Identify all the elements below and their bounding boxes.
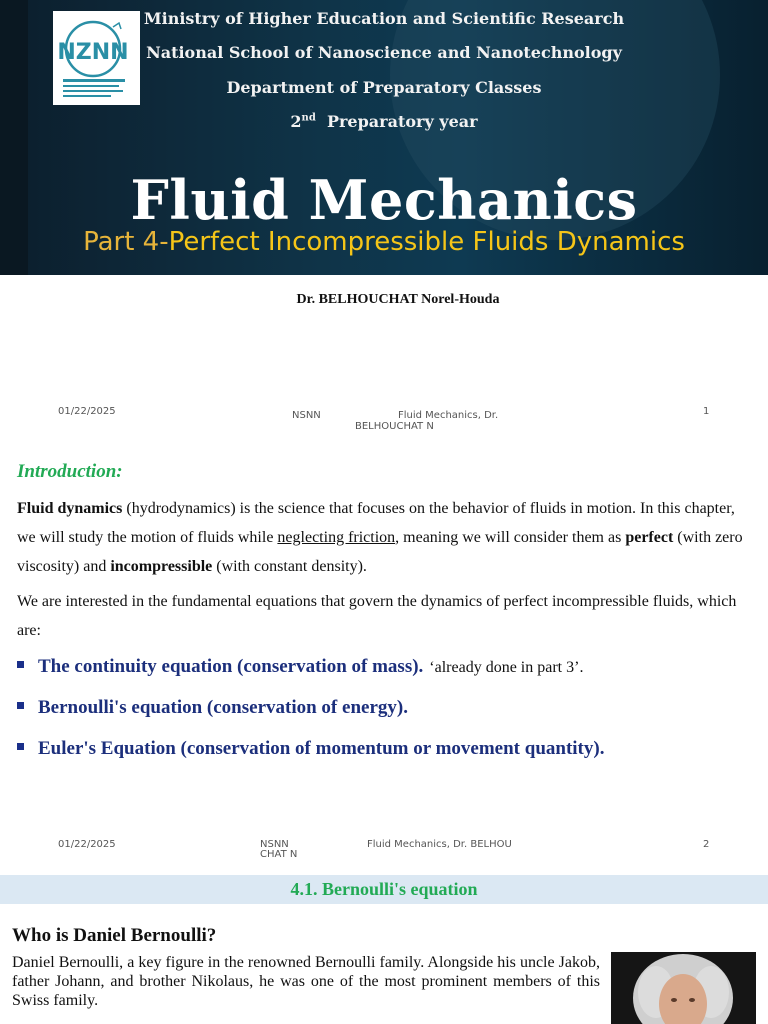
bullet-text: Bernoulli's equation (conservation of energy). (38, 697, 408, 718)
page-title: Fluid Mechanics (130, 168, 638, 232)
year-number: 2 (290, 112, 302, 131)
list-item (17, 656, 757, 678)
bullet-note: ‘already done in part 3’. (429, 659, 584, 676)
footer-org-cont: CHAT N (260, 849, 298, 860)
footer-date: 01/22/2025 (58, 406, 116, 417)
ministry-line: Ministry of Higher Education and Scientific Research (143, 9, 625, 28)
year-line (0, 112, 768, 131)
bullet-square-icon (17, 743, 24, 750)
page-subtitle (0, 227, 768, 257)
year-suffix: nd (301, 112, 316, 124)
who-heading: Who is Daniel Bernoulli? (12, 925, 217, 946)
term-neglecting-friction: neglecting friction (277, 529, 396, 546)
list-item (17, 738, 757, 760)
footer-date: 01/22/2025 (58, 839, 116, 850)
cover-banner (0, 0, 768, 275)
footer-page-number: 1 (703, 406, 710, 417)
intro-paragraph-1 (17, 494, 749, 581)
term-fluid-dynamics: Fluid dynamics (17, 500, 123, 517)
section-title: 4.1. Bernoulli's equation (0, 875, 768, 904)
school-line: National School of Nanoscience and Nanotechnology (146, 43, 622, 62)
footer-course-cont: BELHOUCHAT N (355, 421, 434, 432)
term-incompressible: incompressible (110, 558, 213, 575)
footer-course: Fluid Mechanics, Dr. BELHOU (367, 839, 512, 850)
intro-text-4: (with constant density). (212, 558, 367, 575)
footer-course: Fluid Mechanics, Dr. (398, 410, 499, 421)
intro-text-3: (with zero viscosity) and (17, 529, 743, 575)
bullet-square-icon (17, 702, 24, 709)
footer-org: NSNN (260, 839, 289, 850)
term-perfect: perfect (625, 529, 674, 546)
introduction-heading: Introduction: (17, 461, 123, 482)
list-item (17, 697, 757, 719)
subtitle-part: Part 4- (83, 227, 169, 257)
intro-text-1: (hydrodynamics) is the science that focuses on the behavior of fluids in motion. In this chapter, we will study the motion of fluids while (17, 500, 735, 546)
bullet-text: The continuity equation (conservation of mass). (38, 656, 424, 677)
bio-paragraph: Daniel Bernoulli, a key figure in the renowned Bernoulli family. Alongside his uncle Jakob, father Johann, and brother Nikolaus, he was one of the most prominent members of this Swiss family. (12, 954, 600, 1009)
bullet-text: Euler's Equation (conservation of momentum or movement quantity). (38, 738, 605, 759)
subtitle-main: Perfect Incompressible Fluids Dynamics (168, 227, 685, 257)
bullet-square-icon (17, 661, 24, 668)
footer-page-number: 2 (703, 839, 710, 850)
department-line: Department of Preparatory Classes (226, 78, 542, 97)
footer-org: NSNN (292, 410, 321, 421)
year-text: Preparatory year (326, 112, 478, 131)
bernoulli-portrait (611, 952, 756, 1024)
author-name: Dr. BELHOUCHAT Norel-Houda (296, 292, 500, 307)
intro-paragraph-2: We are interested in the fundamental equations that govern the dynamics of perfect incompressible fluids, which are: (17, 593, 737, 639)
svg-text:NZNN: NZNN (56, 40, 129, 65)
intro-text-2: , meaning we will consider them as (395, 529, 626, 546)
